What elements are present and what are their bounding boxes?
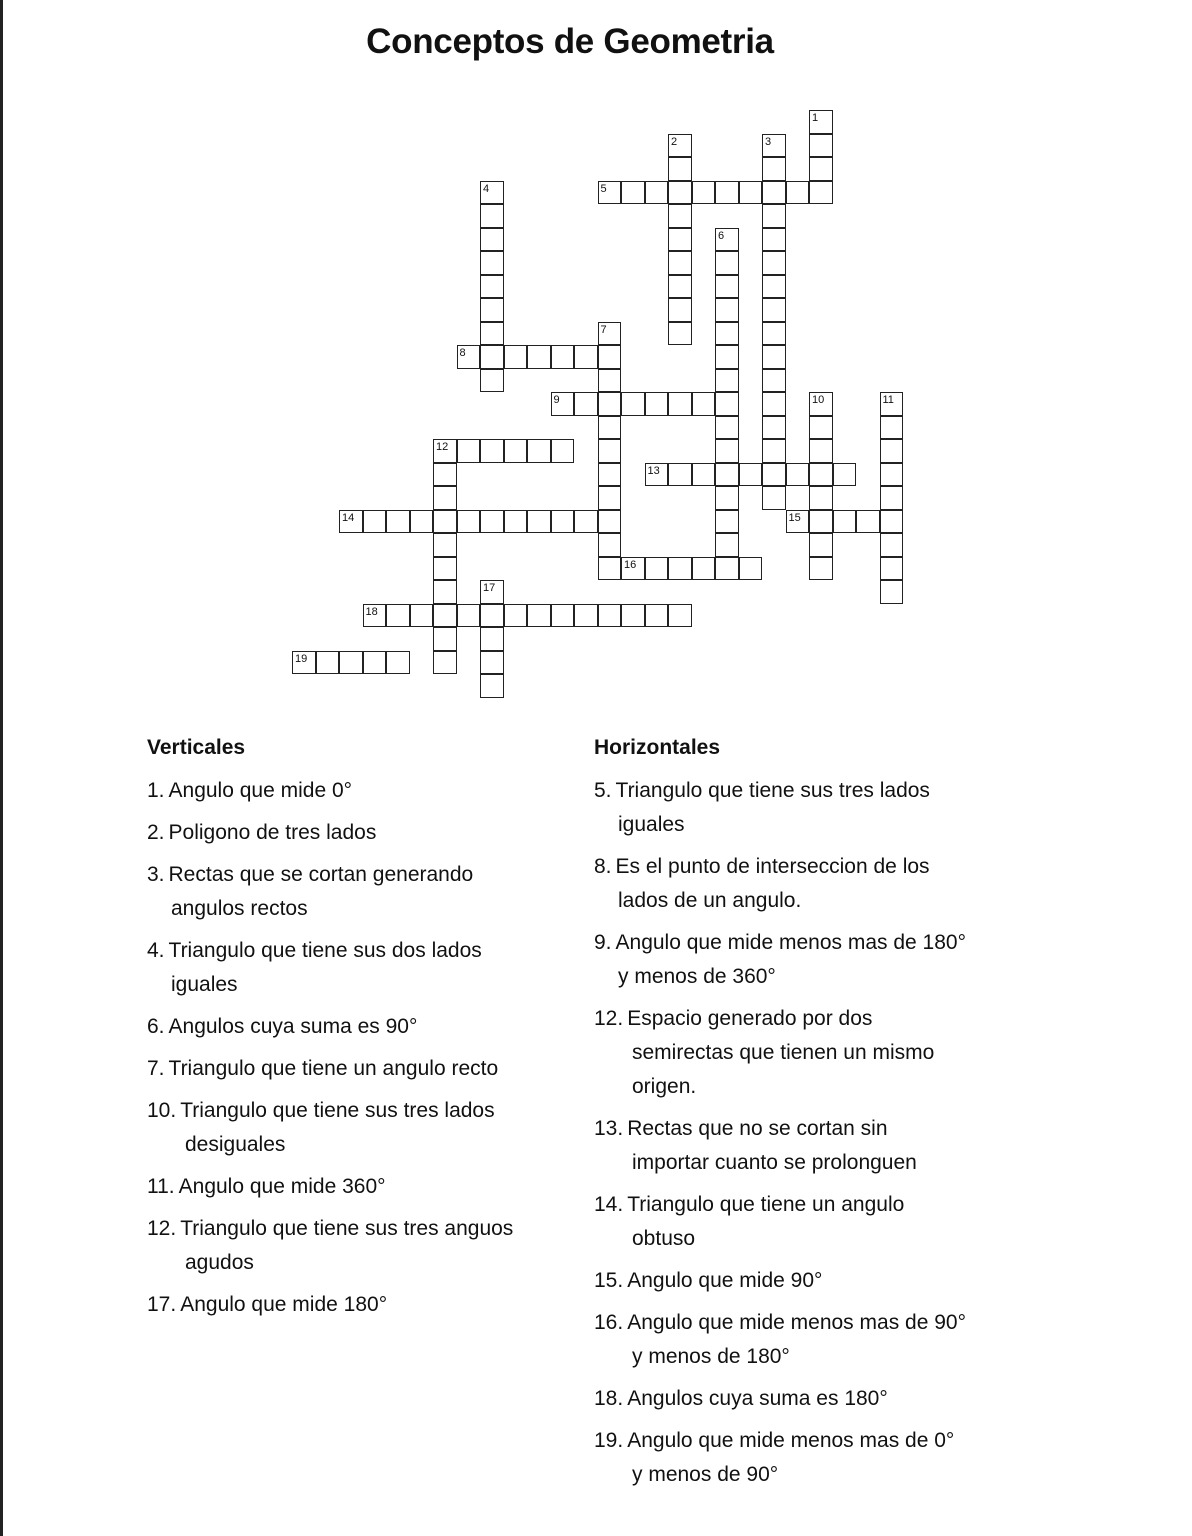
crossword-cell[interactable] <box>762 463 786 487</box>
clue-text: Angulo que mide menos mas de 90° <box>627 1311 966 1334</box>
crossword-cell[interactable] <box>504 510 528 534</box>
clue-item <box>594 774 930 842</box>
clue-number: 3. <box>147 863 165 886</box>
crossword-cell[interactable] <box>386 510 410 534</box>
crossword-cell[interactable] <box>786 181 810 205</box>
clue-text: Es el punto de interseccion de los <box>615 855 930 878</box>
clue-number: 9. <box>594 931 612 954</box>
crossword-cell[interactable] <box>668 322 692 346</box>
clue-number: 2. <box>147 821 165 844</box>
clue-number: 8. <box>594 855 612 878</box>
crossword-cell[interactable] <box>668 251 692 275</box>
clue-number-label: 18 <box>365 605 378 618</box>
crossword-cell[interactable] <box>833 510 857 534</box>
clue-text: Angulo que mide menos mas de 180° <box>615 931 966 954</box>
clue-text: importar cuanto se prolonguen <box>632 1151 917 1174</box>
crossword-cell[interactable] <box>574 510 598 534</box>
clue-item <box>594 1188 904 1256</box>
crossword-cell[interactable] <box>598 486 622 510</box>
clue-number-label: 15 <box>788 511 801 524</box>
crossword-cell[interactable] <box>715 533 739 557</box>
crossword-cell[interactable] <box>363 510 387 534</box>
crossword-cell[interactable] <box>880 463 904 487</box>
crossword-cell[interactable] <box>433 651 457 675</box>
crossword-cell[interactable] <box>598 416 622 440</box>
clue-item <box>594 1306 966 1374</box>
crossword-cell[interactable] <box>480 674 504 698</box>
clue-text: Rectas que no se cortan sin <box>627 1117 888 1140</box>
crossword-cell[interactable] <box>715 439 739 463</box>
clue-number-label: 16 <box>624 558 637 571</box>
crossword-cell[interactable] <box>809 157 833 181</box>
crossword-cell[interactable] <box>786 463 810 487</box>
clue-number: 15. <box>594 1269 624 1292</box>
clue-number: 11. <box>147 1175 175 1198</box>
clue-number-label: 13 <box>647 464 660 477</box>
crossword-cell[interactable] <box>809 439 833 463</box>
clue-text: Angulos cuya suma es 180° <box>627 1387 888 1410</box>
crossword-cell[interactable] <box>598 604 622 628</box>
clue-item <box>147 934 482 1002</box>
crossword-cell[interactable] <box>621 181 645 205</box>
clue-text: Angulo que mide 90° <box>627 1269 823 1292</box>
clue-number-label: 6 <box>718 229 725 242</box>
crossword-cell[interactable] <box>480 228 504 252</box>
clue-item <box>147 1170 386 1204</box>
crossword-cell[interactable] <box>480 439 504 463</box>
crossword-cell[interactable] <box>739 463 763 487</box>
clue-number-label: 4 <box>483 182 490 195</box>
crossword-cell[interactable] <box>480 275 504 299</box>
clue-number: 19. <box>594 1429 624 1452</box>
crossword-cell[interactable] <box>457 439 481 463</box>
clue-number-label: 12 <box>436 441 449 453</box>
crossword-cell[interactable] <box>598 510 622 534</box>
crossword-cell[interactable] <box>809 416 833 440</box>
crossword-cell[interactable] <box>692 392 716 416</box>
crossword-cell[interactable] <box>433 604 457 628</box>
crossword-cell[interactable] <box>880 486 904 510</box>
clue-item <box>594 850 930 918</box>
clue-text: Triangulo que tiene sus tres lados <box>180 1099 495 1122</box>
crossword-cell[interactable] <box>621 604 645 628</box>
clue-number-label: 11 <box>882 394 894 406</box>
clue-item <box>147 858 473 926</box>
crossword-cell[interactable] <box>480 345 504 369</box>
crossword-cell[interactable] <box>762 298 786 322</box>
crossword-cell[interactable] <box>433 533 457 557</box>
clue-number: 5. <box>594 779 612 802</box>
clue-text: obtuso <box>632 1227 696 1250</box>
crossword-cell[interactable] <box>574 345 598 369</box>
crossword-cell[interactable] <box>551 345 575 369</box>
clue-item <box>147 816 376 850</box>
clue-text: Triangulo que tiene un angulo recto <box>168 1057 499 1080</box>
crossword-cell[interactable] <box>551 510 575 534</box>
clue-text: y menos de 180° <box>632 1345 790 1368</box>
crossword-cell[interactable] <box>433 463 457 487</box>
crossword-cell[interactable] <box>762 157 786 181</box>
crossword-cell[interactable] <box>386 604 410 628</box>
crossword-cell[interactable] <box>880 557 904 581</box>
crossword-cell[interactable] <box>480 298 504 322</box>
clue-text: Angulo que mide 180° <box>180 1293 388 1316</box>
crossword-grid <box>0 0 1192 720</box>
crossword-cell[interactable] <box>598 533 622 557</box>
crossword-cell[interactable] <box>715 392 739 416</box>
crossword-cell[interactable] <box>480 627 504 651</box>
crossword-cell[interactable] <box>645 181 669 205</box>
crossword-cell[interactable] <box>574 392 598 416</box>
crossword-cell[interactable] <box>739 557 763 581</box>
clue-item <box>147 774 352 808</box>
crossword-cell[interactable] <box>668 181 692 205</box>
crossword-cell[interactable] <box>433 627 457 651</box>
clue-number: 4. <box>147 939 165 962</box>
crossword-cell[interactable] <box>480 251 504 275</box>
crossword-cell[interactable] <box>410 510 434 534</box>
crossword-cell[interactable] <box>762 275 786 299</box>
crossword-cell[interactable] <box>809 533 833 557</box>
clue-number-label: 2 <box>671 135 678 148</box>
crossword-cell[interactable] <box>762 204 786 228</box>
clue-text: Poligono de tres lados <box>168 821 377 844</box>
crossword-cell[interactable] <box>668 392 692 416</box>
crossword-cell[interactable] <box>527 439 551 463</box>
clue-text: angulos rectos <box>171 897 308 920</box>
crossword-cell[interactable] <box>668 298 692 322</box>
crossword-cell[interactable] <box>880 510 904 534</box>
crossword-cell[interactable] <box>880 416 904 440</box>
crossword-cell[interactable] <box>809 181 833 205</box>
crossword-cell[interactable] <box>668 228 692 252</box>
crossword-cell[interactable] <box>762 392 786 416</box>
clue-number: 14. <box>594 1193 624 1216</box>
clue-number: 12. <box>594 1007 624 1030</box>
crossword-cell[interactable] <box>809 557 833 581</box>
crossword-cell[interactable] <box>880 439 904 463</box>
crossword-cell[interactable] <box>692 557 716 581</box>
crossword-cell[interactable] <box>433 486 457 510</box>
clue-number-label: 17 <box>483 582 496 594</box>
crossword-cell[interactable] <box>762 486 786 510</box>
crossword-cell[interactable] <box>504 439 528 463</box>
clue-item <box>147 1094 495 1162</box>
crossword-cell[interactable] <box>480 604 504 628</box>
clue-item <box>594 1112 917 1180</box>
crossword-cell[interactable] <box>762 439 786 463</box>
clue-text: iguales <box>171 973 238 996</box>
crossword-cell[interactable] <box>621 392 645 416</box>
crossword-cell[interactable] <box>739 181 763 205</box>
crossword-cell[interactable] <box>809 134 833 158</box>
horizontales-heading: Horizontales <box>594 736 721 759</box>
crossword-cell[interactable] <box>715 181 739 205</box>
crossword-cell[interactable] <box>457 604 481 628</box>
crossword-cell[interactable] <box>480 204 504 228</box>
crossword-cell[interactable] <box>715 298 739 322</box>
crossword-cell[interactable] <box>715 345 739 369</box>
crossword-cell[interactable] <box>645 604 669 628</box>
crossword-cell[interactable] <box>433 510 457 534</box>
clue-number: 13. <box>594 1117 624 1140</box>
clue-text: Triangulo que tiene sus tres anguos <box>180 1217 514 1240</box>
clue-number: 18. <box>594 1387 624 1410</box>
crossword-cell[interactable] <box>715 486 739 510</box>
crossword-cell[interactable] <box>809 463 833 487</box>
verticales-heading: Verticales <box>147 736 246 759</box>
crossword-cell[interactable] <box>504 604 528 628</box>
clue-text: Angulo que mide 360° <box>178 1175 386 1198</box>
clue-number-label: 10 <box>812 394 825 406</box>
crossword-cell[interactable] <box>316 651 340 675</box>
clue-number: 6. <box>147 1015 165 1038</box>
crossword-cell[interactable] <box>809 510 833 534</box>
crossword-cell[interactable] <box>574 604 598 628</box>
crossword-cell[interactable] <box>692 181 716 205</box>
crossword-cell[interactable] <box>692 463 716 487</box>
crossword-cell[interactable] <box>645 557 669 581</box>
clue-text: Rectas que se cortan generando <box>168 863 474 886</box>
clue-number-label: 1 <box>812 112 819 124</box>
crossword-cell[interactable] <box>762 322 786 346</box>
clue-text: Espacio generado por dos <box>627 1007 873 1030</box>
clue-text: Triangulo que tiene sus dos lados <box>168 939 482 962</box>
crossword-cell[interactable] <box>809 486 833 510</box>
clue-item <box>147 1052 498 1086</box>
crossword-cell[interactable] <box>668 275 692 299</box>
clue-number: 1. <box>147 779 165 802</box>
clue-text: iguales <box>618 813 685 836</box>
crossword-cell[interactable] <box>480 651 504 675</box>
clue-number-label: 14 <box>342 511 355 524</box>
clue-text: Angulo que mide 0° <box>168 779 353 802</box>
crossword-cell[interactable] <box>433 557 457 581</box>
crossword-cell[interactable] <box>715 251 739 275</box>
crossword-cell[interactable] <box>480 322 504 346</box>
crossword-cell[interactable] <box>598 369 622 393</box>
crossword-cell[interactable] <box>480 369 504 393</box>
clue-number-label: 3 <box>765 135 772 148</box>
crossword-cell[interactable] <box>598 439 622 463</box>
crossword-cell[interactable] <box>715 369 739 393</box>
clue-item <box>594 1424 954 1492</box>
clue-item <box>147 1010 417 1044</box>
crossword-cell[interactable] <box>762 181 786 205</box>
crossword-cell[interactable] <box>762 345 786 369</box>
clue-text: agudos <box>185 1251 254 1274</box>
crossword-cell[interactable] <box>551 439 575 463</box>
crossword-cell[interactable] <box>668 463 692 487</box>
crossword-cell[interactable] <box>668 557 692 581</box>
crossword-cell[interactable] <box>527 345 551 369</box>
clue-number-label: 19 <box>295 652 308 665</box>
crossword-cell[interactable] <box>598 392 622 416</box>
crossword-cell[interactable] <box>668 604 692 628</box>
crossword-cell[interactable] <box>363 651 387 675</box>
crossword-cell[interactable] <box>715 557 739 581</box>
crossword-cell[interactable] <box>527 604 551 628</box>
clue-text: Angulos cuya suma es 90° <box>168 1015 418 1038</box>
crossword-cell[interactable] <box>433 580 457 604</box>
crossword-cell[interactable] <box>880 580 904 604</box>
clue-number: 10. <box>147 1099 177 1122</box>
crossword-cell[interactable] <box>856 510 880 534</box>
crossword-cell[interactable] <box>668 204 692 228</box>
crossword-cell[interactable] <box>762 369 786 393</box>
crossword-cell[interactable] <box>645 392 669 416</box>
crossword-cell[interactable] <box>762 228 786 252</box>
crossword-cell[interactable] <box>386 651 410 675</box>
crossword-cell[interactable] <box>339 651 363 675</box>
crossword-cell[interactable] <box>668 157 692 181</box>
clue-text: Triangulo que tiene un angulo <box>627 1193 905 1216</box>
clue-item <box>594 1002 934 1104</box>
clue-text: origen. <box>632 1075 697 1098</box>
clue-text: semirectas que tienen un mismo <box>632 1041 935 1064</box>
crossword-cell[interactable] <box>715 322 739 346</box>
crossword-cell[interactable] <box>715 416 739 440</box>
crossword-cell[interactable] <box>762 416 786 440</box>
clue-number-label: 7 <box>600 323 607 336</box>
crossword-cell[interactable] <box>457 510 481 534</box>
clue-text: y menos de 90° <box>632 1463 779 1486</box>
clue-item <box>594 1382 888 1416</box>
clue-text: desiguales <box>185 1133 286 1156</box>
crossword-cell[interactable] <box>762 251 786 275</box>
clue-item <box>147 1288 387 1322</box>
clue-item <box>147 1212 513 1280</box>
clue-number: 12. <box>147 1217 177 1240</box>
crossword-cell[interactable] <box>833 463 857 487</box>
clue-number: 16. <box>594 1311 624 1334</box>
crossword-cell[interactable] <box>715 275 739 299</box>
clue-text: y menos de 360° <box>618 965 776 988</box>
clue-number: 7. <box>147 1057 165 1080</box>
crossword-cell[interactable] <box>598 557 622 581</box>
clue-number-label: 9 <box>553 394 560 406</box>
crossword-cell[interactable] <box>715 463 739 487</box>
clue-item <box>594 926 966 994</box>
clue-text: lados de un angulo. <box>618 889 802 912</box>
crossword-cell[interactable] <box>880 533 904 557</box>
crossword-cell[interactable] <box>410 604 434 628</box>
crossword-cell[interactable] <box>715 510 739 534</box>
clue-text: Angulo que mide menos mas de 0° <box>627 1429 955 1452</box>
crossword-cell[interactable] <box>527 510 551 534</box>
crossword-cell[interactable] <box>504 345 528 369</box>
clue-item <box>594 1264 822 1298</box>
clue-number-label: 5 <box>600 182 607 195</box>
clue-number: 17. <box>147 1293 177 1316</box>
clue-text: Triangulo que tiene sus tres lados <box>615 779 930 802</box>
crossword-cell[interactable] <box>598 463 622 487</box>
crossword-cell[interactable] <box>551 604 575 628</box>
crossword-cell[interactable] <box>598 345 622 369</box>
clue-number-label: 8 <box>459 347 466 359</box>
crossword-cell[interactable] <box>480 510 504 534</box>
page-title: Conceptos de Geometria <box>366 22 774 61</box>
